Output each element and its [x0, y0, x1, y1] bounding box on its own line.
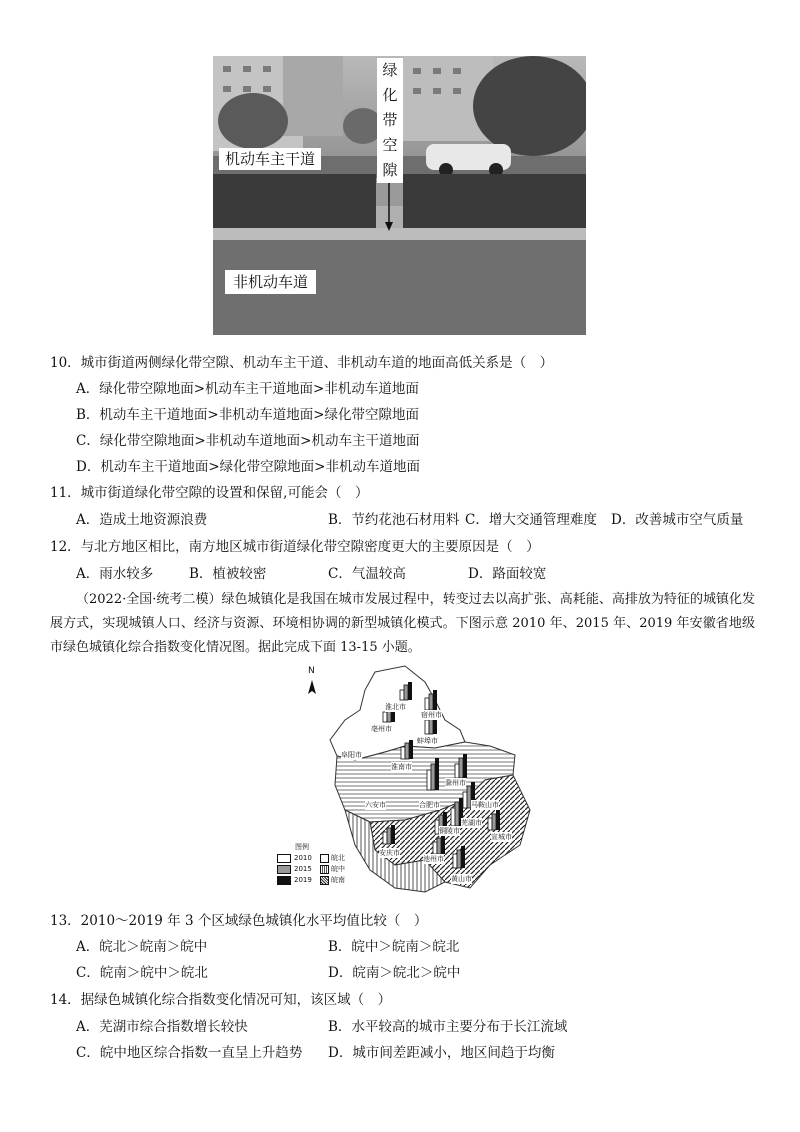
city-label-bengbu: 蚌埠市: [417, 737, 438, 745]
city-label-huangshan: 黄山市: [451, 875, 472, 883]
question-10-option-a: A．绿化带空隙地面>机动车主干道地面>非机动车道地面: [76, 381, 419, 397]
label-green-gap-char: 化: [382, 86, 398, 104]
question-12-option-d: D．路面较宽: [468, 566, 547, 582]
question-14-option-b: B．水平较高的城市主要分布于长江流域: [328, 1019, 568, 1035]
label-bike-lane: 非机动车道: [225, 270, 316, 294]
city-label-wuhu: 芜湖市: [461, 819, 482, 827]
question-14-stem: 14．据绿色城镇化综合指数变化情况可知，该区域（ ）: [50, 992, 392, 1008]
question-13-option-c: C．皖南＞皖中＞皖北: [76, 965, 208, 981]
label-main-road: 机动车主干道: [219, 148, 321, 170]
legend-swatch-2019: [277, 876, 291, 885]
anhui-map: [275, 660, 537, 903]
north-label: N: [308, 666, 315, 676]
legend-swatch-south: [320, 876, 329, 885]
legend-region-north: 皖北: [331, 854, 345, 862]
passage-text: （2022·全国·统考二模）绿色城镇化是我国在城市发展过程中，转变过去以高扩张、高耗能、高排放为特征的城镇化发展方式，实现城镇人口、经济与资源、环境相协调的新型城镇化模式。下图示意 2010 年、2015 年、2019 年安徽省地级市绿色城镇化综合指数变化情况图。据此完成下面 13-15 小题。: [50, 592, 755, 655]
question-13-option-b: B．皖中＞皖南＞皖北: [328, 939, 460, 955]
question-11-option-c: C．增大交通管理难度: [465, 512, 597, 528]
question-10-option-b: B．机动车主干道地面>非机动车道地面>绿化带空隙地面: [76, 407, 420, 423]
label-green-gap: [377, 58, 403, 183]
legend-title: 图例: [295, 843, 309, 851]
city-label-huainan: 淮南市: [391, 763, 412, 771]
question-10-stem: 10．城市街道两侧绿化带空隙、机动车主干道、非机动车道的地面高低关系是（ ）: [50, 355, 554, 371]
map-legend: [277, 842, 357, 886]
question-11-option-a: A．造成土地资源浪费: [76, 512, 208, 528]
question-14-option-c: C．皖中地区综合指数一直呈上升趋势: [76, 1045, 303, 1061]
question-10-option-c: C．绿化带空隙地面>非机动车道地面>机动车主干道地面: [76, 433, 420, 449]
city-label-tongling: 铜陵市: [439, 827, 460, 835]
question-12-option-c: C．气温较高: [328, 566, 406, 582]
city-label-luan: 六安市: [365, 801, 386, 809]
legend-swatch-2010: [277, 854, 291, 863]
city-label-fuyang: 阜阳市: [341, 751, 362, 759]
question-13-stem: 13．2010～2019 年 3 个区域绿色城镇化水平均值比较（ ）: [50, 913, 428, 929]
legend-swatch-middle: [320, 865, 329, 874]
question-14-option-a: A．芜湖市综合指数增长较快: [76, 1019, 248, 1035]
question-13-option-d: D．皖南＞皖北＞皖中: [328, 965, 461, 981]
legend-swatch-2015: [277, 865, 291, 874]
legend-swatch-north: [320, 854, 329, 863]
question-11-option-d: D．改善城市空气质量: [611, 512, 744, 528]
legend-year-2019: 2019: [294, 876, 312, 884]
legend-year-2015: 2015: [294, 865, 312, 873]
question-11-stem: 11．城市街道绿化带空隙的设置和保留,可能会（ ）: [50, 485, 369, 501]
question-10-option-d: D．机动车主干道地面>绿化带空隙地面>非机动车道地面: [76, 459, 420, 475]
city-label-hefei: 合肥市: [419, 801, 440, 809]
city-label-xuancheng: 宣城市: [491, 833, 512, 841]
city-label-maanshan: 马鞍山市: [471, 801, 499, 809]
north-arrow-icon: [308, 680, 316, 694]
label-green-gap-char: 带: [382, 111, 398, 129]
legend-year-2010: 2010: [294, 854, 312, 862]
legend-region-south: 皖南: [331, 876, 345, 884]
city-label-chuzhou: 滁州市: [445, 779, 466, 787]
city-label-anqing: 安庆市: [379, 849, 400, 857]
city-label-chizhou: 池州市: [423, 855, 444, 863]
question-11-option-b: B．节约花池石材用料: [328, 512, 460, 528]
city-label-bozhou: 亳州市: [371, 725, 392, 733]
question-13-option-a: A．皖北＞皖南＞皖中: [76, 939, 208, 955]
question-12-option-a: A．雨水较多: [76, 566, 154, 582]
legend-region-middle: 皖中: [331, 865, 345, 873]
label-green-gap-char: 绿: [382, 61, 398, 79]
city-label-huaibei: 淮北市: [385, 703, 406, 711]
question-12-option-b: B．植被较密: [189, 566, 267, 582]
question-14-option-d: D．城市间差距减小，地区间趋于均衡: [328, 1045, 555, 1061]
city-label-suzhou: 宿州市: [421, 711, 442, 719]
label-green-gap-char: 空: [382, 136, 398, 154]
street-photo: [213, 56, 586, 335]
question-12-stem: 12．与北方地区相比，南方地区城市街道绿化带空隙密度更大的主要原因是（ ）: [50, 539, 540, 555]
label-green-gap-char: 隙: [382, 161, 398, 179]
